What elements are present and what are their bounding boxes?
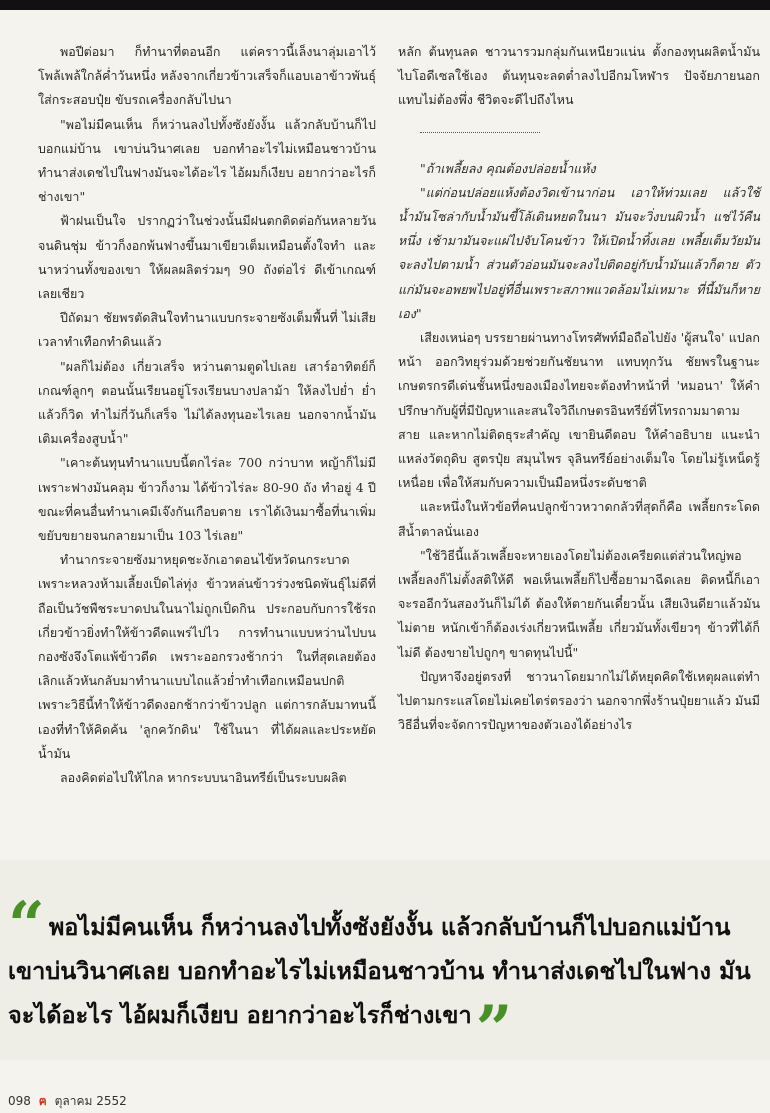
- paragraph: หลัก ต้นทุนลด ชาวนารวมกลุ่มกันเหนียวแน่น ตั้งกองทุนผลิตน้ำมันไบโอดีเซลใช้เอง ต้นทุนจะลดต่ำลงไปอีกมโหฬาร ปัจจัยภายนอกแทบไม่ต้องพึ่ง ชีวิตจะดีไปถึงไหน: [398, 44, 760, 108]
- paragraph: ทำนากระจายซังมาหยุดชะงักเอาตอนไข้หวัดนกระบาด เพราะหลวงห้ามเลี้ยงเป็ดไล่ทุ่ง ข้าวหล่นข้าวร่วงชนิดพันธุ์ไม่ดีที่ถือเป็นวัชพืชระบาดปนในนาไม่ถูกเป็ดกิน ประกอบกับการใช้รถเกี่ยวข้าวยิ่งทำให้ข้าวดีดแพร่ไปไว การทำนาแบบหว่านไปบนกองซังจึงโตแพ้ข้าวดีด เพราะออกรวงช้ากว่า ในที่สุดเลยต้องเลิกแล้วหันกลับมาทำนาแบบไถแล้วย่ำทำเทือกเหมือนปกติ เพราะวิธีนี้ทำให้ข้าวดีดงอกช้ากว่าข้าวปลูก แต่การกลับมาทนนี้เองที่ทำให้คิดค้น 'ลูกควักดิน' ใช้ในนา ที่ได้ผลและประหยัดน้ำมัน: [38, 552, 376, 761]
- pull-quote: [0, 860, 770, 1067]
- issue-date: ตุลาคม 2552: [54, 1094, 127, 1108]
- paragraph: "แต่ก่อนปล่อยแห้งต้องวิดเข้านาก่อน เอาให้ท่วมเลย แล้วใช้น้ำมันโซล่ากับน้ำมันขี้โล้เดินหยดในนา มันจะวิ่งบนผิวน้ำ แช่ไว้คืนหนึ่ง เช้ามามันจะแผ่ไปจับโคนข้าว ให้เปิดน้ำทิ้งเลย เพลี้ยเต็มวัยมันจะลงไปตามน้ำ ส่วนตัวอ่อนมันจะลงไปติดอยู่กับน้ำมันแล้วก็ตาย ตัวแก่มันจะอพยพไปอยู่ที่อื่นเพราะสภาพแวดล้อมไม่เหมาะ ที่นี้มันก็หายเอง": [398, 184, 760, 321]
- paragraph: พอปีต่อมา ก็ทำนาที่ตอนอีก แต่คราวนี้เล็งนาลุ่มเอาไว้ โพล้เพล้ใกล้ค่ำวันหนึ่ง หลังจากเกี่ยวข้าวเสร็จก็แอบเอาข้าวพันธุ์ใส่กระสอบปุ๋ย ขับรถเครื่องกลับไปนา: [38, 44, 376, 108]
- paragraph: ปีถัดมา ชัยพรตัดสินใจทำนาแบบกระจายซังเต็มพื้นที่ ไม่เสียเวลาทำเทือกทำดินแล้ว: [38, 310, 376, 350]
- magazine-logo-icon: ฅ: [38, 1094, 47, 1108]
- pull-quote-text-block: [8, 888, 758, 1067]
- paragraph: "ถ้าเพลี้ยลง คุณต้องปล่อยน้ำแห้ง: [420, 160, 596, 176]
- paragraph: และหนึ่งในหัวข้อที่คนปลูกข้าวหวาดกลัวที่สุดก็คือ เพลี้ยกระโดดสีน้ำตาลนั่นเอง: [398, 499, 760, 539]
- page-footer: [8, 1092, 127, 1111]
- paragraph: "ใช้วิธีนี้แล้วเพลี้ยจะหายเองโดยไม่ต้องเครียดแต่ส่วนใหญ่พอเพลี้ยลงก็ไม่ตั้งสติให้ดี พอเห็นเพลี้ยก็ไปซื้อยามาฉีดเลย ติดหนี้ก็เอา จะรออีกวันสองวันก็ไม่ได้ ต้องให้ตายกันเดี๋ยวนั้น เสียเงินดียาแล้วมันไม่ตาย หนักเข้าก็ต้องเร่งเกี่ยวหนีเพลี้ย เกี่ยวมันทั้งเขียวๆ ข้าวที่ได้ก็ไม่ดี ต้องขายไปถูกๆ ขาดทุนไปนี้": [398, 547, 760, 660]
- paragraph: ปัญหาจึงอยู่ตรงที่ ชาวนาโดยมากไม่ได้หยุดคิดใช้เหตุผลแต่ทำไปตามกระแสโดยไม่เคยไตร่ตรองว่า นอกจากพึ่งร้านปุ๋ยยาแล้ว มันมีวิธีอื่นที่จะจัดการปัญหาของตัวเองได้อย่างไร: [398, 668, 760, 733]
- paragraph: "พอไม่มีคนเห็น ก็หว่านลงไปทั้งซังยังงั้น แล้วกลับบ้านก็ไปบอกแม่บ้าน เขาบ่นวินาศเลย บอกทำอะไรไม่เหมือนชาวบ้าน ทำนาส่งเดชไปในฟางมันจะได้อะไร ไอ้ผมก็เงียบ อยากว่าอะไรก็ช่างเขา": [38, 116, 376, 205]
- pull-quote-text: พอไม่มีคนเห็น ก็หว่านลงไปทั้งซังยังงั้น แล้วกลับบ้านก็ไปบอกแม่บ้าน เขาบ่นวินาศเลย บอกทำอะไรไม่เหมือนชาวบ้าน ทำนาส่งเดชไปในฟาง มันจะได้อะไร ไอ้ผมก็เงียบ อยากว่าอะไรก็ช่างเขา: [8, 913, 751, 1029]
- close-quote-icon: ”: [475, 992, 513, 1067]
- paragraph: เสียงเหน่อๆ บรรยายผ่านทางโทรศัพท์มือถือไปยัง 'ผู้สนใจ' แปลกหน้า ออกวิทยุร่วมด้วยช่วยกันชัยนาท แทบทุกวัน ชัยพรในฐานะเกษตรกรดีเด่นชั้นหนึ่งของเมืองไทยจะต้องทำหน้าที่ 'หมอนา' ให้คำปรึกษากับผู้ที่มีปัญหาและสนใจวิถีเกษตรอินทรีย์ที่โทรถามมาตามสาย และหากไม่ติดธุระสำคัญ เขายินดีตอบ ให้คำอธิบาย แนะนำแหล่งวัตถุดิบ สูตรปุ๋ย สมุนไพร จุลินทรีย์อย่างเต็มใจ โดยไม่รู้เหน็ดรู้เหนื่อย เพื่อให้สมกับความเป็นมือหนึ่งระดับชาติ: [398, 330, 760, 491]
- left-column: [38, 40, 376, 790]
- paragraph: "เคาะต้นทุนทำนาแบบนี้ตกไร่ละ 700 กว่าบาท หญ้าก็ไม่มี เพราะฟางมันคลุม ข้าวก็งาม ได้ข้าวไร่ละ 80-90 ถัง ทำอยู่ 4 ปี ขณะที่คนอื่นทำนาเคมีเจ๊งกันเกือบตาย เราได้เงินมาซื้อที่นาเพิ่ม ขยับขยายจนกลายมาเป็น 103 ไร่เลย": [38, 455, 376, 544]
- paragraph: "ผลก็ไม่ต้อง เกี่ยวเสร็จ หว่านตามตูดไปเลย เสาร์อาทิตย์ก็เกณฑ์ลูกๆ ตอนนั้นเรียนอยู่โรงเรียนบางปลาม้า ให้ลงไปย่ำ ย่ำแล้วก็วิด ทำไม่กี่วันก็เสร็จ ไม่ได้ลงทุนอะไรเลย นอกจากน้ำมันเติมเครื่องสูบน้ำ": [38, 358, 376, 447]
- open-quote-icon: “: [8, 888, 45, 963]
- top-black-bar: [0, 0, 770, 10]
- right-column: [398, 40, 760, 737]
- page-number: 098: [8, 1094, 31, 1108]
- paragraph: ฟ้าฝนเป็นใจ ปรากฏว่าในช่วงนั้นมีฝนตกติดต่อกันหลายวันจนดินชุ่ม ข้าวก็งอกพ้นฟางขึ้นมาเขียวเต็มเหมือนตั้งใจทำ และนาหว่านทั้งของเขา ให้ผลผลิตร่วมๆ 90 ถังต่อไร่ ดีเข้าเกณฑ์เลยเชียว: [38, 213, 376, 302]
- paragraph: ลองคิดต่อไปให้ไกล หากระบบนาอินทรีย์เป็นระบบผลิต: [60, 770, 347, 786]
- section-divider: [420, 131, 540, 133]
